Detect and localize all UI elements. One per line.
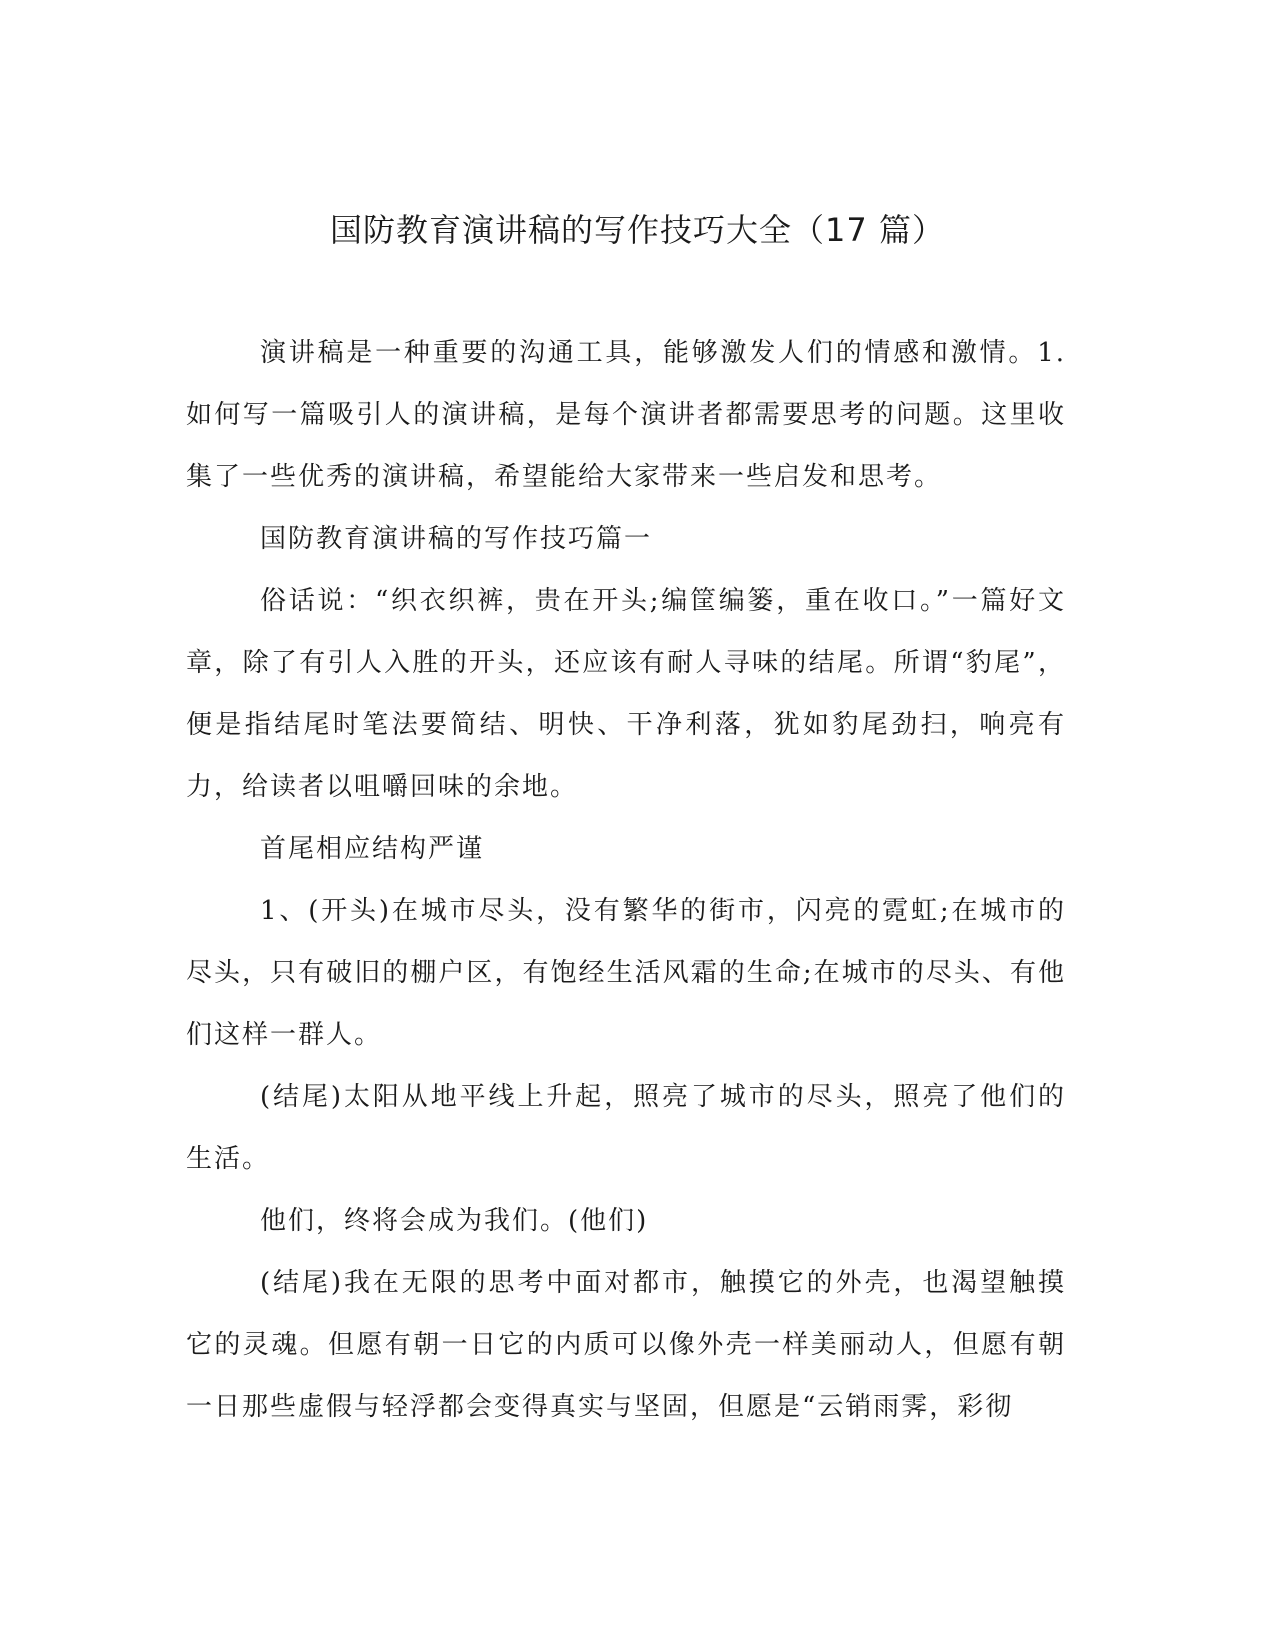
paragraph-intro: 演讲稿是一种重要的沟通工具，能够激发人们的情感和激情。1.如何写一篇吸引人的演讲稿，是每个演讲者都需要思考的问题。这里收集了一些优秀的演讲稿，希望能给大家带来一些启发和思考。: [186, 338, 1066, 492]
document-body: [186, 322, 1066, 1438]
paragraph-subheading: 首尾相应结构严谨: [260, 834, 485, 864]
paragraph-section-heading: 国防教育演讲稿的写作技巧篇一: [260, 524, 653, 554]
paragraph-example-ending: (结尾)太阳从地平线上升起，照亮了城市的尽头，照亮了他们的生活。: [186, 1082, 1066, 1174]
document-title: 国防教育演讲稿的写作技巧大全（17 篇）: [330, 211, 945, 249]
paragraph-example-opening: 1、(开头)在城市尽头，没有繁华的街市，闪亮的霓虹;在城市的尽头，只有破旧的棚户区，有饱经生活风霜的生命;在城市的尽头、有他们这样一群人。: [186, 896, 1066, 1050]
paragraph-proverb: 俗话说：“织衣织裤，贵在开头;编筐编篓，重在收口。”一篇好文章，除了有引人入胜的开头，还应该有耐人寻味的结尾。所谓“豹尾”，便是指结尾时笔法要简结、明快、干净利落，犹如豹尾劲扫，响亮有力，给读者以咀嚼回味的余地。: [186, 586, 1066, 802]
paragraph-them: 他们，终将会成为我们。(他们): [260, 1206, 649, 1236]
paragraph-city-ending: (结尾)我在无限的思考中面对都市，触摸它的外壳，也渴望触摸它的灵魂。但愿有朝一日它的内质可以像外壳一样美丽动人，但愿有朝一日那些虚假与轻浮都会变得真实与坚固，但愿是“云销雨霁，彩彻: [186, 1268, 1066, 1422]
